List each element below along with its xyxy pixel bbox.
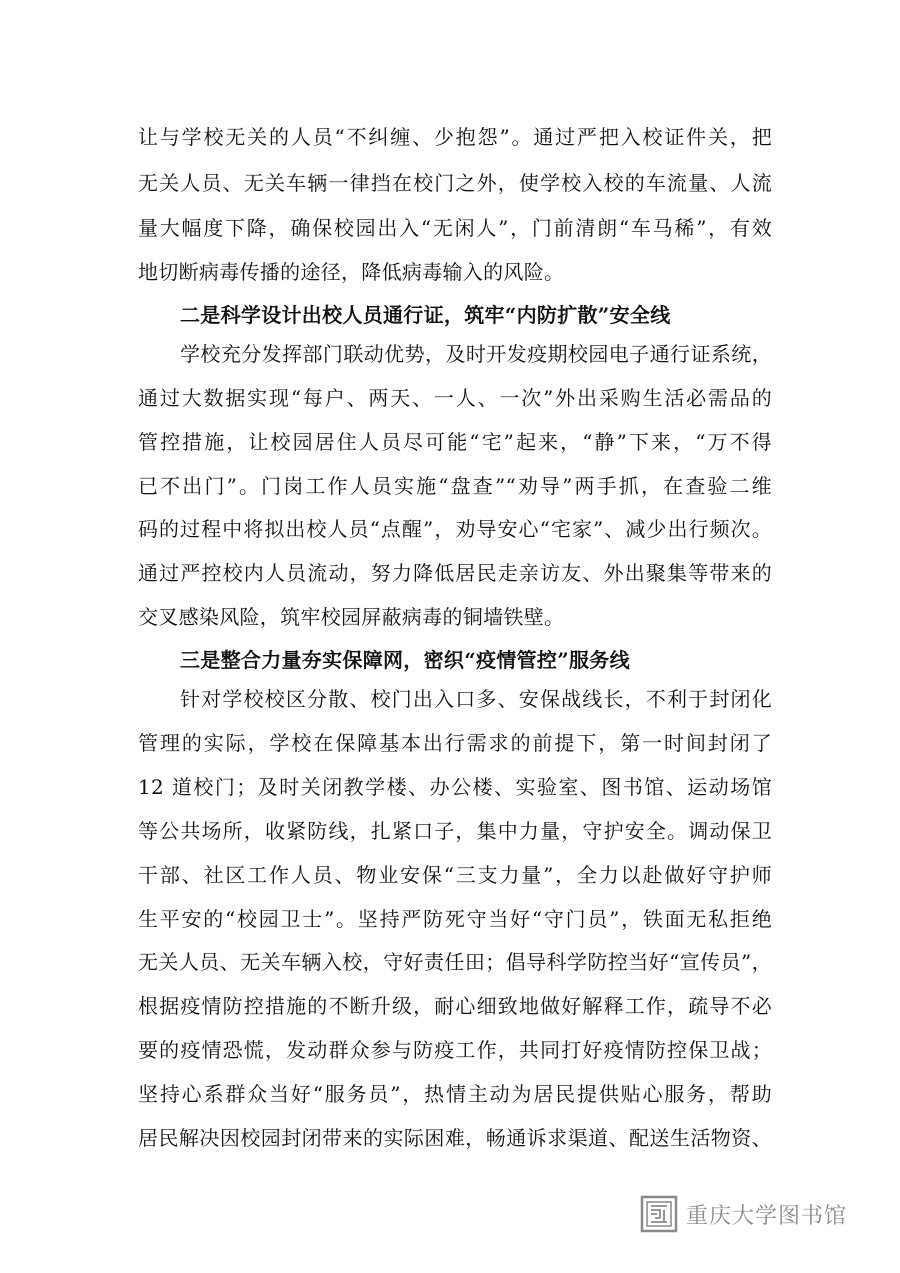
text-line: 无关人员、无关车辆一律挡在校门之外，使学校入校的车流量、人流 <box>138 171 772 195</box>
text-line: 12 道校门；及时关闭教学楼、办公楼、实验室、图书馆、运动场馆 <box>138 775 772 799</box>
text-line: 管控措施，让校园居住人员尽可能“宅”起来，“静”下来，“万不得 <box>138 430 772 454</box>
text-line: 交叉感染风险，筑牢校园屏蔽病毒的铜墙铁壁。 <box>138 605 565 629</box>
text-line: 坚持心系群众当好“服务员”，热情主动为居民提供贴心服务，帮助 <box>138 1082 772 1106</box>
text-line: 管理的实际，学校在保障基本出行需求的前提下，第一时间封闭了 <box>138 731 772 755</box>
library-seal-icon <box>640 1195 678 1233</box>
text-line: 生平安的“校园卫士”。坚持严防死守当好“守门员”，铁面无私拒绝 <box>138 907 772 931</box>
text-line: 针对学校校区分散、校门出入口多、安保战线长，不利于封闭化 <box>180 687 772 711</box>
text-line: 根据疫情防控措施的不断升级，耐心细致地做好解释工作，疏导不必 <box>138 994 772 1018</box>
text-line: 让与学校无关的人员“不纠缠、少抱怨”。通过严把入校证件关，把 <box>138 125 772 149</box>
text-line: 通过严控校内人员流动，努力降低居民走亲访友、外出聚集等带来的 <box>138 561 772 585</box>
text-line: 量大幅度下降，确保校园出入“无闲人”，门前清朗“车马稀”，有效 <box>138 216 772 240</box>
text-line: 居民解决因校园封闭带来的实际困难，畅通诉求渠道、配送生活物资、 <box>138 1126 772 1150</box>
text-line: 通过大数据实现“每户、两天、一人、一次”外出采购生活必需品的 <box>138 386 772 410</box>
text-line: 码的过程中将拟出校人员“点醒”，劝导安心“宅家”、减少出行频次。 <box>138 517 772 541</box>
watermark-text: 重庆大学图书馆 <box>686 1203 848 1229</box>
text-line: 地切断病毒传播的途径，降低病毒输入的风险。 <box>138 260 565 284</box>
section-heading: 三是整合力量夯实保障网，密织“疫情管控”服务线 <box>180 648 630 672</box>
text-line: 要的疫情恐慌，发动群众参与防疫工作，共同打好疫情防控保卫战； <box>138 1038 772 1062</box>
text-line: 已不出门”。门岗工作人员实施“盘查”“劝导”两手抓，在查验二维 <box>138 474 772 498</box>
text-line: 无关人员、无关车辆入校，守好责任田；倡导科学防控当好“宣传员”， <box>138 950 772 974</box>
text-line: 学校充分发挥部门联动优势，及时开发疫期校园电子通行证系统， <box>180 342 772 366</box>
library-watermark <box>640 1192 847 1236</box>
section-heading: 二是科学设计出校人员通行证，筑牢“内防扩散”安全线 <box>180 303 671 327</box>
text-line: 干部、社区工作人员、物业安保“三支力量”，全力以赴做好守护师 <box>138 863 772 887</box>
text-line: 等公共场所，收紧防线，扎紧口子，集中力量，守护安全。调动保卫 <box>138 819 772 843</box>
